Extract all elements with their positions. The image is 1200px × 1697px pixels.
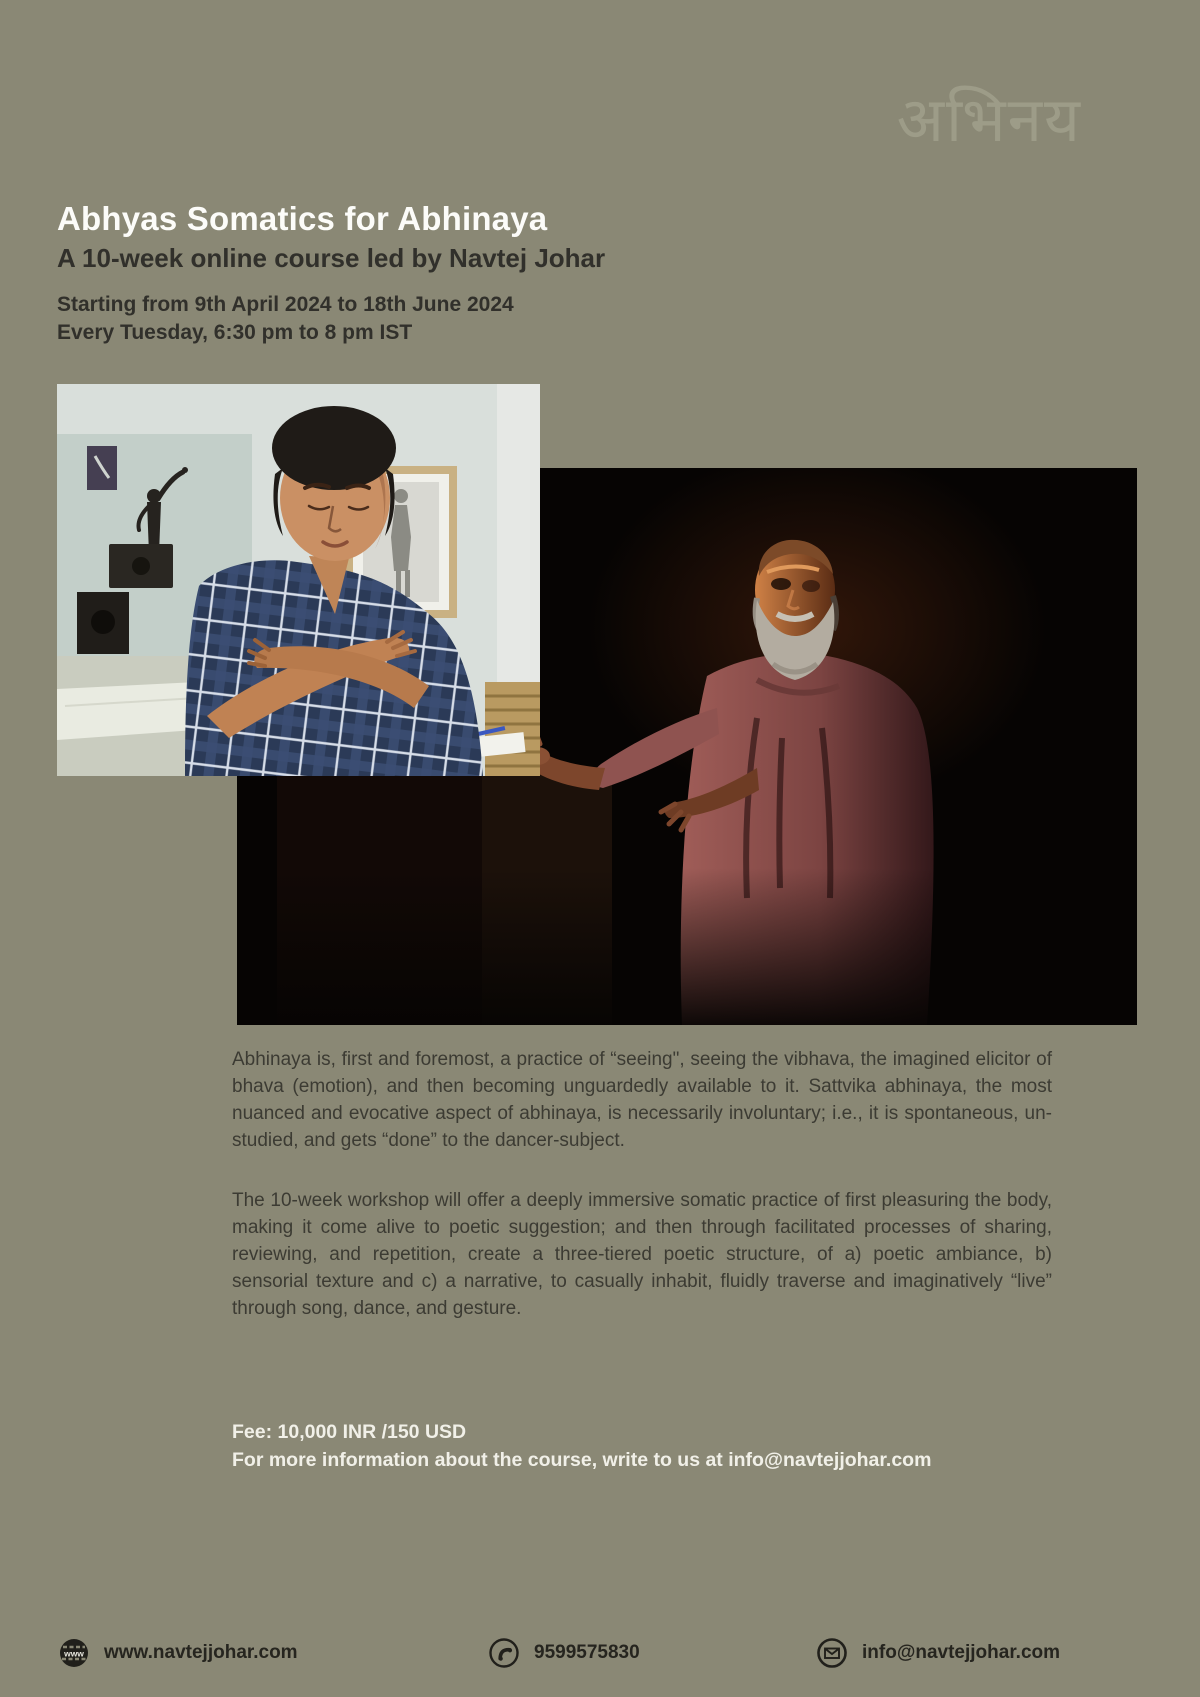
footer-email [815,1636,1060,1670]
schedule-block [57,291,514,347]
fee-block [232,1418,931,1474]
phone-icon [487,1636,521,1670]
devanagari-watermark: अभिनय [896,83,1082,156]
fee-amount: Fee: 10,000 INR /150 USD [232,1421,467,1443]
www-globe-icon [57,1636,91,1670]
fee-contact-line: For more information about the course, write to us at info@navtejjohar.com [232,1449,932,1471]
paragraph-workshop: The 10-week workshop will offer a deeply immersive somatic practice of first pleasuring the body, making it come alive to poetic suggestion; and then through facilitated processes of sharing, reviewing, and repetition, create a three-tiered poetic structure, of a) poetic ambiance, b) sensorial texture and c) a narrative, to casually inhabit, fluidly traverse and imaginatively “live” through song, dance, and gesture. [232,1190,1052,1319]
footer-phone [487,1636,640,1670]
course-description [232,1046,1052,1322]
email-address: info@navtejjohar.com [862,1642,1061,1663]
practice-photo-art [57,384,540,776]
footer-website [57,1636,298,1670]
practice-photo [57,384,540,776]
svg-text:www: www [64,1648,84,1659]
schedule-dates: Starting from 9th April 2024 to 18th June 2024 [57,293,514,316]
page-title: Abhyas Somatics for Abhinaya [57,200,548,237]
paragraph-abhinaya: Abhinaya is, first and foremost, a practice of “seeing", seeing the vibhava, the imagined elicitor of bhava (emotion), and then becoming unguardedly available to it. Sattvika abhinaya, the most nuanced and evocative aspect of abhinaya, is necessarily involuntary; i.e., it is spontaneous, un-studied, and gets “done” to the dancer-subject. [232,1049,1052,1151]
website-url: www.navtejjohar.com [104,1642,298,1663]
footer [0,1630,1200,1680]
schedule-time: Every Tuesday, 6:30 pm to 8 pm IST [57,321,413,344]
mail-envelope-icon [815,1636,849,1670]
course-subtitle: A 10-week online course led by Navtej Johar [57,243,606,273]
phone-number: 9599575830 [534,1642,640,1663]
